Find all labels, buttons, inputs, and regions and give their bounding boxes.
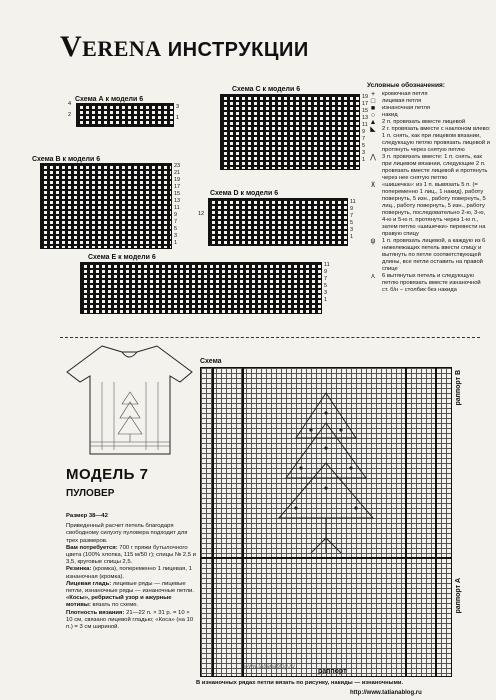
row-number: 11 [362, 122, 368, 128]
rib-label: Резинка: [66, 566, 92, 573]
row-number: 11 [350, 199, 356, 205]
row-number: 9 [324, 269, 328, 275]
rapport-b-label: раппорт В [455, 370, 462, 406]
rapport-a-label: раппорт А [455, 578, 462, 614]
legend-item [367, 273, 491, 287]
brand-rest: ERENA [82, 36, 162, 61]
legend-symbol-icon: ⋏ [370, 273, 376, 280]
chart-c-label: Схема С к модели 6 [232, 86, 301, 93]
row-number: 19 [362, 94, 369, 100]
chart-b-right-nums [174, 164, 180, 248]
chart-a-left-nums: 4 2 [68, 101, 72, 118]
legend-symbol-icon: ψ [370, 238, 376, 245]
legend-text: 6 вытянутых петель и следующую петлю провязать вместе изнаночной [382, 273, 481, 286]
legend-text: 2 г. провязать вместе с наклоном влево: 1 п. снять, как при лицевом вязании, следующую петлю провязать лицевой и протянуть через снятую петлю [382, 126, 491, 153]
legend-symbol-icon: ◣ [370, 126, 376, 133]
legend-item [367, 119, 491, 126]
materials-text: 700 г пряжи бутылочного цвета (100% хлопка, 115 м/50 г); спицы № 2,5 и 3,5, круговые спицы 2,5. [66, 544, 196, 566]
row-number: 13 [174, 198, 181, 204]
row-number: 15 [362, 108, 369, 114]
row-number: 9 [350, 206, 354, 212]
legend-symbol-icon: □ [370, 98, 376, 105]
size-line: Размер 38—42 [66, 513, 108, 519]
legend-text: «шишечка»: из 1 п. вывязать 5 п. (= попеременно 1 лиц., 1 накид), работу повернуть, 5 изн., работу повернуть, 5 лиц., работу повернуть, 5 изн., работу повернуть, последовательно 2-ю, 3-ю, 4-ю и 5-ю п. протянуть через 1-ю п., затем петлю «шишечки» перевести на правую спицу [382, 182, 486, 237]
row-number: 9 [174, 212, 178, 218]
brand-header [60, 30, 309, 64]
row-number: 1 [362, 157, 366, 163]
legend-text: изнаночная петля [382, 105, 431, 111]
row-number: 11 [174, 205, 180, 211]
row-number: 5 [362, 143, 366, 149]
chart-e-right-nums [324, 263, 330, 305]
site-url: http://www.tatianablog.ru [350, 690, 422, 696]
legend-item [367, 105, 491, 112]
instructions-text [66, 513, 196, 631]
legend-text: 3 п. провязать вместе: 1 п. снять, как при лицевом вязании, следующие 2 п. провязать вместе лицевой и протянуть через нее снятую петлю [382, 154, 488, 181]
chart-a-label: Схема А к модели 6 [75, 96, 144, 103]
legend-symbol-icon: + [370, 91, 376, 98]
row-number: 17 [362, 101, 369, 107]
rib-text: (кромка), попеременно 1 лицевая, 1 изнаночная (кромка). [66, 566, 192, 580]
row-number: 7 [174, 219, 178, 225]
legend-symbol-icon: ⊼ [370, 182, 376, 189]
row-number: 1 [324, 297, 328, 303]
row-number: 7 [350, 213, 354, 219]
row-number: 15 [174, 191, 181, 197]
watermark: www.tatianablog.ru [244, 664, 295, 670]
row-number: 3 [350, 227, 354, 233]
row-number: 5 [174, 226, 178, 232]
row-number: 7 [324, 276, 328, 282]
density-label: Плотность вязания: [66, 609, 125, 616]
main-chart-grid [200, 367, 452, 677]
main-chart-title: Схема [200, 358, 222, 365]
legend-item [367, 98, 491, 105]
legend-symbol-icon: ○ [370, 112, 376, 119]
row-number: 5 [324, 283, 328, 289]
brand-v: V [60, 30, 83, 63]
main-chart-motif [201, 368, 451, 676]
chart-e-label: Схема Е к модели 6 [88, 254, 156, 261]
legend-text: ст. б/н – столбик без накида [382, 287, 457, 293]
model-title: МОДЕЛЬ 7 [66, 466, 149, 483]
intro-text: Приведенный расчет петель благодаря свободному силуэту пуловера подходит для трех размеров. [66, 523, 188, 544]
row-number: 3 [174, 233, 178, 239]
chart-d-label: Схема D к модели 6 [210, 190, 279, 197]
legend-symbol-icon: ▲ [369, 119, 377, 126]
row-number: 19 [174, 177, 181, 183]
legend-item [367, 182, 491, 238]
legend-symbol-icon: ⋀ [370, 154, 376, 161]
row-number: 1 [174, 240, 178, 246]
sweater-sketch-icon [62, 342, 197, 460]
chart-d-grid [208, 198, 348, 246]
legend-item [367, 126, 491, 154]
chart-b-label: Схема В к модели 6 [32, 156, 101, 163]
row-number: 3 [362, 150, 366, 156]
row-number: 1 [350, 234, 354, 240]
row-number: 21 [174, 170, 181, 176]
row-number: 11 [324, 262, 330, 268]
materials-label: Вам потребуется: [66, 544, 118, 551]
legend-symbol-icon [367, 287, 379, 294]
legend-item [367, 154, 491, 182]
chart-a-right-nums: 3 1 [176, 104, 180, 121]
chart-d-right-nums [350, 200, 356, 242]
row-number: 17 [174, 184, 181, 190]
legend-text: накид [382, 112, 398, 118]
legend-text: 1 п. провязать лицевой, а каждую из 6 нижележащих петель ввести спицу и вытянуть по петле соответствующей длины, все петли оставить на правой спице [382, 238, 486, 272]
section-title: ИНСТРУКЦИИ [167, 39, 309, 61]
patterns-text: вязать по схеме. [92, 602, 139, 609]
section-divider [60, 337, 480, 338]
legend-item [367, 112, 491, 119]
chart-d-left-num: 12 [198, 211, 205, 217]
legend-items [367, 91, 491, 294]
row-number: 9 [362, 129, 366, 135]
row-number: 13 [362, 115, 369, 121]
legend-text: лицевая петля [382, 98, 422, 104]
chart-b-grid [40, 163, 172, 249]
legend-symbol-icon: ■ [370, 105, 376, 112]
legend-text: 2 п. провязать вместе лицевой [382, 119, 466, 125]
legend-item [367, 287, 491, 294]
chart-a-grid [76, 103, 174, 127]
legend-item [367, 91, 491, 98]
chart-e-grid [80, 262, 322, 314]
density-text: 21—22 п. × 31 р. = 10 × 10 см, связано лицевой гладью; «Коса» (на 10 п.) = 3 см шириной. [66, 609, 194, 631]
stockinette-text: лицевые ряды — лицевые петли, изнаночные ряды — изнаночные петли. [66, 580, 195, 595]
legend [367, 82, 491, 294]
model-subtitle: ПУЛОВЕР [66, 488, 115, 499]
row-number: 7 [362, 136, 366, 142]
patterns-label: «Косы», ребристый узор и ажурные мотивы: [66, 595, 172, 609]
footer-note: В изнаночных рядах петли вязать по рисунку, накиды — изнаночными. [196, 680, 404, 686]
legend-item [367, 238, 491, 273]
row-number: 23 [174, 163, 181, 169]
row-number: 5 [350, 220, 354, 226]
chart-c-grid [220, 94, 360, 170]
row-number: 3 [324, 290, 328, 296]
legend-text: кромочная петля [382, 91, 428, 97]
rapport-label: раппорт [318, 668, 347, 675]
stockinette-label: Лицевая гладь: [66, 580, 112, 587]
legend-title: Условные обозначения: [367, 82, 445, 89]
